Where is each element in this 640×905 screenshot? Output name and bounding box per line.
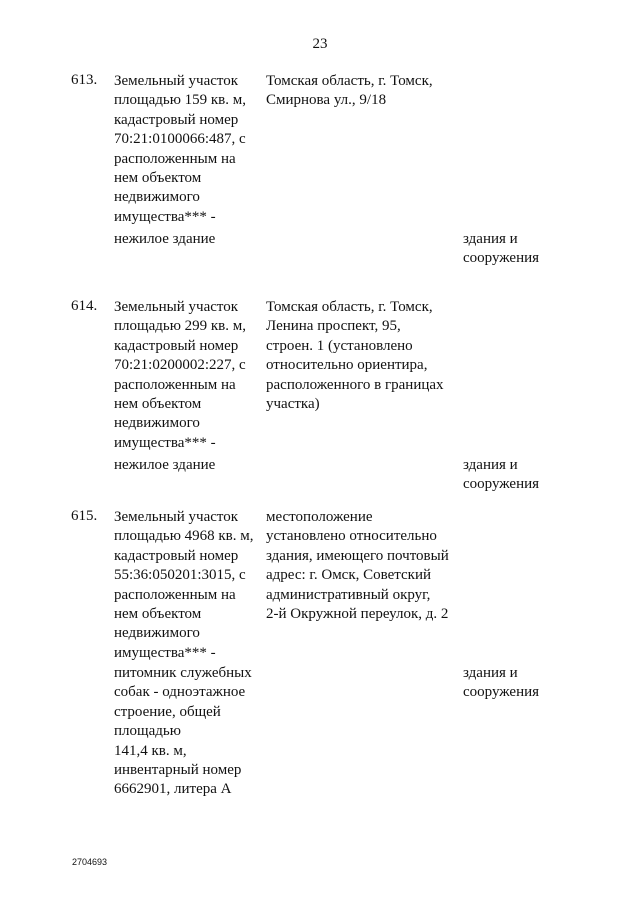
entry-sub-description: питомник служебных собак - одноэтажное строение, общей площадью 141,4 кв. м, инвентарный номер 6662901, литера А	[114, 665, 252, 798]
entry-description: Земельный участок площадью 159 кв. м, кадастровый номер 70:21:0100066:487, с расположенным на нем объектом недвижимого имущества*** -	[114, 73, 247, 225]
entry-description: Земельный участок площадью 4968 кв. м, кадастровый номер 55:36:050201:3015, с расположенным на нем объектом недвижимого имущества*** -	[114, 509, 254, 661]
entry-category: здания и сооружения	[463, 457, 540, 493]
entry-address: местоположение установлено относительно здания, имеющего почтовый адрес: г. Омск, Советский административный округ, 2-й Окружной переулок, д. 2	[266, 509, 449, 623]
entry-address: Томская область, г. Томск, Ленина проспект, 95, строен. 1 (установлено относительно ориентира, расположенного в границах участка)	[266, 299, 444, 413]
page-number: 23	[312, 36, 328, 52]
document-code: 2704693	[72, 857, 108, 867]
entry-category: здания и сооружения	[463, 665, 540, 701]
entry-number: 613.	[71, 72, 98, 88]
entry-category: здания и сооружения	[463, 231, 540, 267]
entry-address: Томская область, г. Томск, Смирнова ул., 9/18	[266, 73, 433, 109]
entry-sub-description: нежилое здание	[114, 457, 216, 473]
entry-number: 615.	[71, 508, 98, 524]
entry-description: Земельный участок площадью 299 кв. м, кадастровый номер 70:21:0200002:227, с расположенным на нем объектом недвижимого имущества*** -	[114, 299, 247, 451]
entry-sub-description: нежилое здание	[114, 231, 216, 247]
entry-number: 614.	[71, 298, 98, 314]
